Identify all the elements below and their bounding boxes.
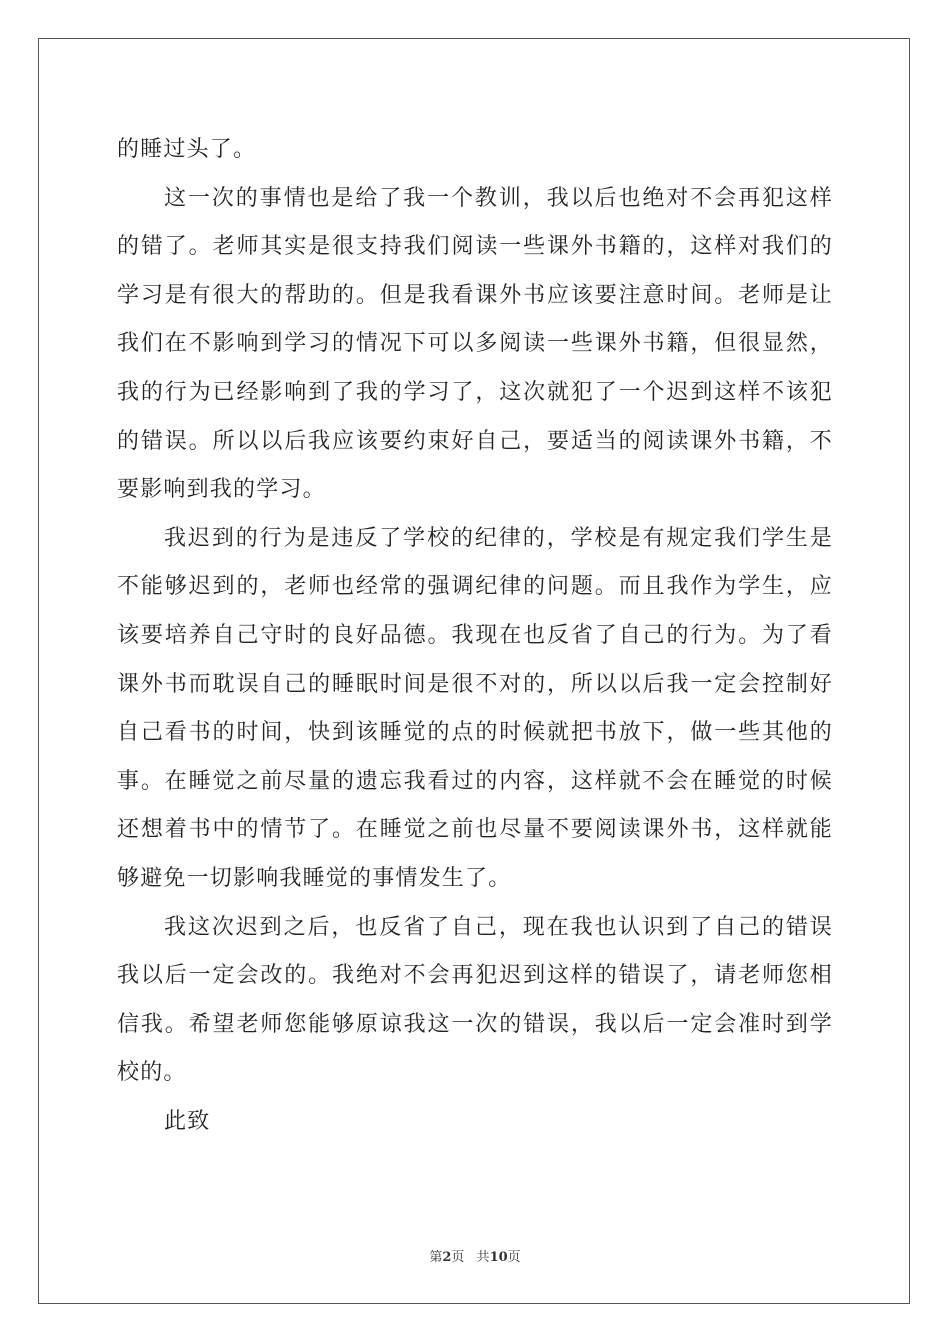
text-line: 我迟到的行为是违反了学校的纪律的，学校是有规定我们学生是	[164, 525, 833, 551]
text-line: 的睡过头了。	[117, 137, 257, 162]
text-line: 还想着书中的情节了。在睡觉之前也尽量不要阅读课外书，这样就能	[117, 817, 833, 843]
total-pages: 10	[489, 1250, 508, 1265]
text-line: 我以后一定会改的。我绝对不会再犯迟到这样的错误了，请老师您相	[117, 963, 833, 989]
text-line: 课外书而耽误自己的睡眠时间是很不对的，所以以后我一定会控制好	[117, 671, 833, 697]
text-line: 该要培养自己守时的良好品德。我现在也反省了自己的行为。为了看	[117, 622, 833, 648]
text-line: 要影响到我的学习。	[117, 477, 326, 503]
total-suffix: 页	[507, 1250, 521, 1265]
text-line: 我的行为已经影响到了我的学习了，这次就犯了一个迟到这样不该犯	[117, 379, 833, 405]
page-footer	[0, 1246, 950, 1265]
text-line: 我这次迟到之后，也反省了自己，现在我也认识到了自己的错误	[164, 914, 833, 940]
total-indicator	[477, 1250, 521, 1265]
page-prefix: 第	[429, 1250, 443, 1265]
text-line: 自己看书的时间，快到该睡觉的点的时候就把书放下，做一些其他的	[117, 720, 833, 746]
text-line: 信我。希望老师您能够原谅我这一次的错误，我以后一定会准时到学	[117, 1011, 833, 1037]
text-line: 不能够迟到的，老师也经常的强调纪律的问题。而且我作为学生，应	[117, 574, 833, 600]
page-suffix: 页	[451, 1250, 465, 1265]
text-line: 此致	[164, 1108, 211, 1134]
text-line: 的错误。所以以后我应该要约束好自己，要适当的阅读课外书籍，不	[117, 428, 833, 454]
text-line: 我们在不影响到学习的情况下可以多阅读一些课外书籍，但很显然，	[117, 331, 833, 357]
text-line: 够避免一切影响我睡觉的事情发生了。	[117, 865, 512, 891]
total-prefix: 共	[476, 1250, 490, 1265]
text-line: 学习是有很大的帮助的。但是我看课外书应该要注意时间。老师是让	[117, 282, 833, 308]
text-line: 事。在睡觉之前尽量的遗忘我看过的内容，这样就不会在睡觉的时候	[117, 768, 833, 794]
text-line: 的错了。老师其实是很支持我们阅读一些课外书籍的，这样对我们的	[117, 234, 833, 260]
page-indicator	[429, 1250, 464, 1265]
text-line: 这一次的事情也是给了我一个教训，我以后也绝对不会再犯这样	[164, 185, 833, 211]
document-body	[117, 126, 833, 1146]
page-number: 2	[442, 1250, 452, 1265]
text-line: 校的。	[117, 1060, 187, 1086]
